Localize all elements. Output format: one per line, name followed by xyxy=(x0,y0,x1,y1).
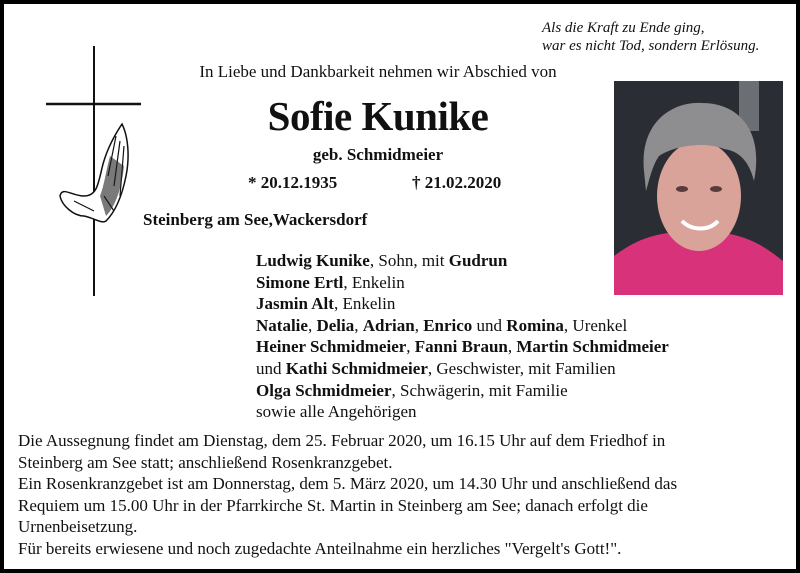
relative-name: Martin Schmidmeier xyxy=(516,337,669,357)
relation-text: und xyxy=(472,315,507,335)
relation-text: , xyxy=(507,337,517,357)
relative-name: Enrico xyxy=(423,315,473,335)
relative-name: Simone Ertl xyxy=(256,272,344,292)
family-line xyxy=(256,336,669,358)
relation-text: , Urenkel xyxy=(563,315,628,335)
relative-name: Ludwig Kunike xyxy=(256,251,370,270)
family-line xyxy=(256,401,669,423)
family-line xyxy=(256,358,669,380)
relation-text: , Enkelin xyxy=(343,272,405,292)
maiden-name: geb. Schmidmeier xyxy=(312,145,444,164)
deceased-name: Sofie Kunike xyxy=(267,93,489,139)
family-line xyxy=(256,272,669,294)
relative-name: Jasmin Alt xyxy=(256,294,334,314)
notice-line: Die Aussegnung findet am Dienstag, dem 25. Februar 2020, um 16.15 Uhr auf dem Friedhof in xyxy=(18,431,666,450)
relation-text: sowie alle Angehörigen xyxy=(256,402,417,422)
notice-line: Requiem um 15.00 Uhr in der Pfarrkirche St. Martin in Steinberg am See; danach erfolgt die xyxy=(18,495,648,515)
place: Steinberg am See,Wackersdorf xyxy=(143,210,368,229)
intro-text: In Liebe und Dankbarkeit nehmen wir Abschied von xyxy=(199,62,557,81)
service-notice xyxy=(18,430,677,560)
relative-name: Heiner Schmidmeier xyxy=(256,337,407,357)
quote-line: war es nicht Tod, sondern Erlösung. xyxy=(542,38,760,54)
obituary-card xyxy=(4,4,796,569)
relative-name: Romina xyxy=(506,315,564,335)
family-line xyxy=(256,315,669,337)
relation-text: , Enkelin xyxy=(333,294,396,314)
death-date: † 21.02.2020 xyxy=(412,173,502,192)
cross-praying-hands-icon xyxy=(44,46,144,296)
relative-name: Olga Schmidmeier xyxy=(256,380,392,400)
relative-name: Fanni Braun xyxy=(414,337,508,357)
family-list xyxy=(256,250,669,423)
relation-text: , xyxy=(307,315,317,335)
relation-text: , xyxy=(354,315,363,335)
relative-name: Natalie xyxy=(256,315,308,335)
birth-date: * 20.12.1935 xyxy=(248,173,338,192)
relative-name: Gudrun xyxy=(448,251,508,270)
family-line xyxy=(256,293,669,315)
notice-line: Steinberg am See statt; anschließend Rosenkranzgebet. xyxy=(18,452,393,472)
relation-text: und xyxy=(256,358,286,378)
relative-name: Adrian xyxy=(362,315,415,335)
relation-text: , Sohn, mit xyxy=(369,251,449,270)
notice-line: Ein Rosenkranzgebet ist am Donnerstag, dem 5. März 2020, um 14.30 Uhr und anschließend das xyxy=(18,474,678,494)
relative-name: Delia xyxy=(316,315,355,335)
relation-text: , Geschwister, mit Familien xyxy=(427,358,616,378)
relation-text: , xyxy=(414,315,424,335)
family-line xyxy=(256,250,669,272)
relation-text: , Schwägerin, mit Familie xyxy=(391,380,568,400)
relation-text: , xyxy=(406,337,415,357)
family-line xyxy=(256,380,669,402)
relative-name: Kathi Schmidmeier xyxy=(285,358,428,378)
quote-line: Als die Kraft zu Ende ging, xyxy=(542,20,705,36)
notice-line: Urnenbeisetzung. xyxy=(18,517,138,537)
notice-line: Für bereits erwiesene und noch zugedachte Anteilnahme ein herzliches "Vergelt's Gott!". xyxy=(18,538,622,558)
quote xyxy=(542,19,759,55)
